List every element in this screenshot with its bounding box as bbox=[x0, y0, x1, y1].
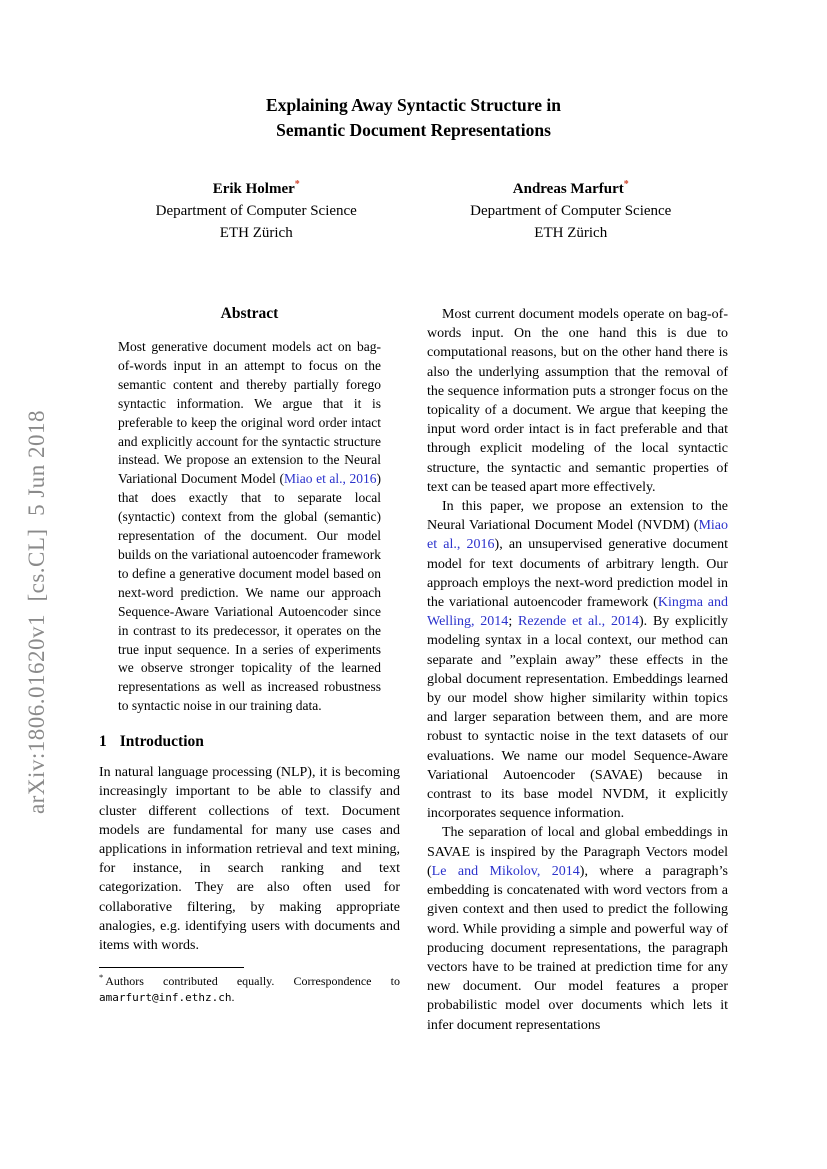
author-2-name bbox=[414, 178, 729, 200]
right-column bbox=[427, 305, 728, 1035]
abstract-text bbox=[118, 338, 381, 716]
citation-link[interactable]: Kingma and Welling, 2014 bbox=[427, 595, 728, 630]
citation-link[interactable]: Rezende et al., 2014 bbox=[518, 614, 639, 630]
author-1-name-text: Erik Holmer bbox=[212, 181, 295, 197]
text-segment: ), an unsupervised generative document model for text documents of arbitrary length. Our approach employs the next-word prediction model in the variational autoencoder framework ( bbox=[427, 537, 728, 611]
author-block bbox=[99, 178, 728, 244]
left-column bbox=[99, 305, 400, 1005]
introduction-paragraph: In natural language processing (NLP), it is becoming increasingly important to be able to classify and cluster different collections of text. Document models are fundamental for many use cases and applications in information retrieval and text mining, for instance, in search ranking and text categorization. They are also often used for collaborative filtering, by making appropriate analogies, e.g. identifying users with documents and items with words. bbox=[99, 765, 400, 953]
footnote-text bbox=[99, 974, 400, 1005]
title-line-1: Explaining Away Syntactic Structure in bbox=[266, 95, 561, 115]
text-segment: Most current document models operate on bag-of-words input. On the one hand this is due to computational reasons, but on the other hand there is also the underlying assumption that the removal of the sequence information puts a stronger focus on the topicality of a document. We argue that keeping the input word order intact is in fact preferable and that through explicit modeling of the local syntactic structure, the syntactic and semantic properties of text can be teased apart more effectively. bbox=[427, 307, 728, 495]
text-segment: ). By explicitly modeling syntax in a local context, our method can separate and ”explain away” these effects in the global document representation. Embeddings learned by our model show higher similarity within topics and larger separation between them, and are more robust to syntactic noise in the text datasets of our evaluations. We name our model Sequence-Aware Variational Autoencoder (SAVAE) because in contrast to its base model NVDM, it explicitly incorporates sequence information. bbox=[427, 614, 728, 822]
footnote-rule bbox=[99, 967, 244, 968]
footnote bbox=[99, 967, 400, 1005]
footnote-suffix: . bbox=[231, 989, 235, 1004]
abstract-heading: Abstract bbox=[220, 305, 279, 322]
section-1-title: Introduction bbox=[119, 733, 204, 751]
section-1-heading bbox=[99, 733, 400, 751]
author-2-institution: ETH Zürich bbox=[534, 225, 608, 241]
right-paragraph-1 bbox=[427, 305, 728, 497]
footnote-email[interactable]: amarfurt@inf.ethz.ch bbox=[99, 990, 232, 1004]
footnote-mark: * bbox=[99, 972, 104, 983]
author-1 bbox=[99, 178, 414, 244]
title-line-2: Semantic Document Representations bbox=[276, 120, 551, 140]
right-paragraph-3 bbox=[427, 823, 728, 1034]
text-segment: ), where a paragraph’s embedding is concatenated with word vectors from a given context and then used to predict the following word. While providing a simple and powerful way of producing document representations, the paragraph vectors have to be trained at prediction time for any new document. Our model features a proper probabilistic model over documents which lets it infer document representations bbox=[427, 863, 728, 1033]
text-segment: The separation of local and global embeddings in SAVAE is inspired by the Paragraph Vectors model ( bbox=[427, 825, 728, 879]
section-1-number: 1 bbox=[99, 733, 107, 751]
author-1-department: Department of Computer Science bbox=[155, 203, 357, 219]
footnote-note: Authors contributed equally. Correspondence to bbox=[105, 974, 400, 989]
text-segment: Most generative document models act on bag-of-words input in an attempt to focus on the semantic content and thereby partially forego syntactic information. We argue that it is preferable to keep the original word order intact and explicitly account for the syntactic structure instead. We propose an extension to the Neural Variational Document Model ( bbox=[118, 339, 381, 487]
citation-link[interactable]: Miao et al., 2016 bbox=[427, 518, 728, 553]
author-2-thanks-mark: * bbox=[623, 179, 629, 190]
paper-title bbox=[0, 0, 827, 143]
author-2-department: Department of Computer Science bbox=[470, 203, 672, 219]
arxiv-watermark: arXiv:1806.01620v1 [cs.CL] 5 Jun 2018 bbox=[24, 409, 49, 815]
author-2 bbox=[414, 178, 729, 244]
author-1-name bbox=[99, 178, 414, 200]
text-segment: ; bbox=[508, 614, 519, 630]
author-2-name-text: Andreas Marfurt bbox=[512, 181, 624, 197]
text-segment: ) that does exactly that to separate local (syntactic) context from the global (semantic) representation of the document. Our model builds on the variational autoencoder framework to define a generative document model based on next-word prediction. We name our approach Sequence-Aware Variational Autoencoder since in contrast to its predecessor, it operates on the true input sequence. In a series of experiments we observe stronger topicality of the learned representations as well as increased robustness to syntactic noise in our training data. bbox=[118, 471, 381, 714]
author-1-institution: ETH Zürich bbox=[219, 225, 293, 241]
author-1-thanks-mark: * bbox=[294, 179, 300, 190]
text-segment: In this paper, we propose an extension to the Neural Variational Document Model (NVDM) ( bbox=[427, 499, 728, 534]
citation-link[interactable]: Le and Mikolov, 2014 bbox=[431, 863, 580, 879]
right-paragraph-2 bbox=[427, 497, 728, 823]
citation-link[interactable]: Miao et al., 2016 bbox=[283, 471, 377, 487]
